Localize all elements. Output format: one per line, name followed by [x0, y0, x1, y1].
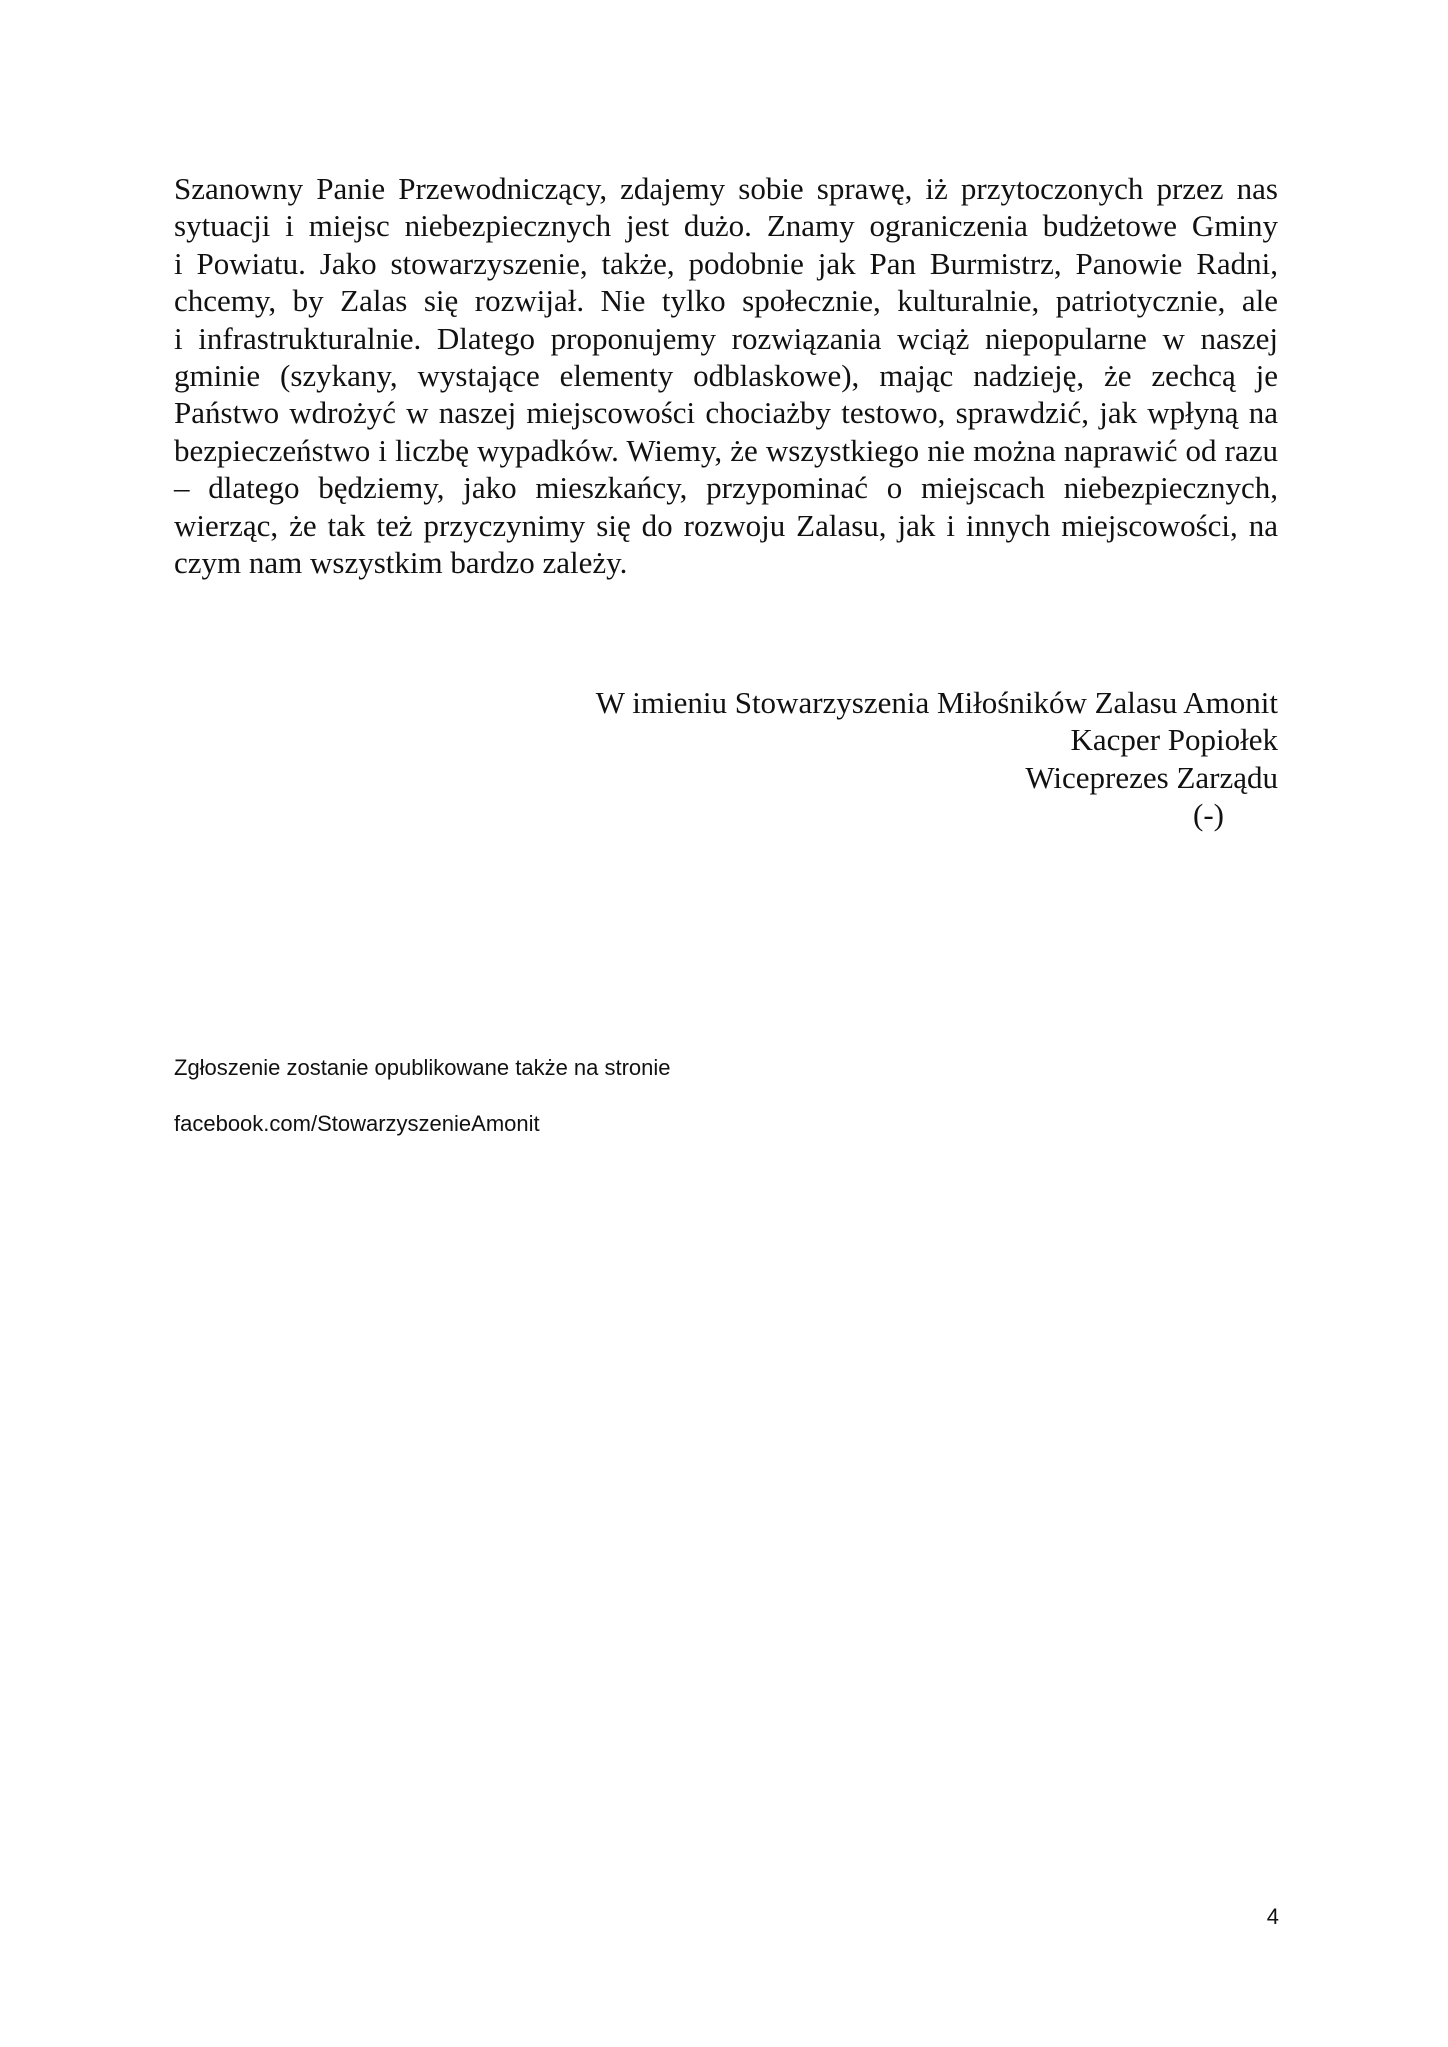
letter-body-paragraph: [174, 170, 1278, 581]
letter-body-line: – dlatego będziemy, jako mieszkańcy, przypominać o miejscach niebezpiecznych,: [174, 470, 1278, 506]
letter-body-line: gminie (szykany, wystające elementy odblaskowe), mając nadzieję, że zechcą je: [174, 358, 1278, 394]
signature-role: Wiceprezes Zarządu: [1025, 759, 1278, 795]
footer-facebook-link: facebook.com/StowarzyszenieAmonit: [174, 1111, 540, 1136]
letter-body-line: Państwo wdrożyć w naszej miejscowości chociażby testowo, sprawdzić, jak wpłyną na: [174, 395, 1278, 431]
footer-publication-note: Zgłoszenie zostanie opublikowane także na stronie: [174, 1055, 671, 1080]
letter-body-line: bezpieczeństwo i liczbę wypadków. Wiemy, że wszystkiego nie można naprawić od razu: [174, 432, 1278, 468]
letter-body-line: i Powiatu. Jako stowarzyszenie, także, podobnie jak Pan Burmistrz, Panowie Radni,: [174, 245, 1278, 281]
signature-mark: (-): [1193, 797, 1224, 833]
page-number: 4: [1266, 1904, 1279, 1929]
letter-body-line: czym nam wszystkim bardzo zależy.: [174, 545, 628, 581]
letter-body-line: i infrastrukturalnie. Dlatego proponujemy rozwiązania wciąż niepopularne w naszej: [174, 320, 1278, 356]
letter-body-line: chcemy, by Zalas się rozwijał. Nie tylko społecznie, kulturalnie, patriotycznie, ale: [174, 283, 1278, 319]
signature-on-behalf: W imieniu Stowarzyszenia Miłośników Zalasu Amonit: [595, 685, 1278, 720]
signature-block: [478, 684, 1278, 834]
letter-body-line: sytuacji i miejsc niebezpiecznych jest dużo. Znamy ograniczenia budżetowe Gminy: [174, 208, 1278, 244]
letter-body-line: Szanowny Panie Przewodniczący, zdajemy sobie sprawę, iż przytoczonych przez nas: [174, 171, 1278, 206]
letter-body-line: wierząc, że tak też przyczynimy się do rozwoju Zalasu, jak i innych miejscowości, na: [174, 507, 1278, 543]
signature-name: Kacper Popiołek: [1070, 722, 1278, 758]
